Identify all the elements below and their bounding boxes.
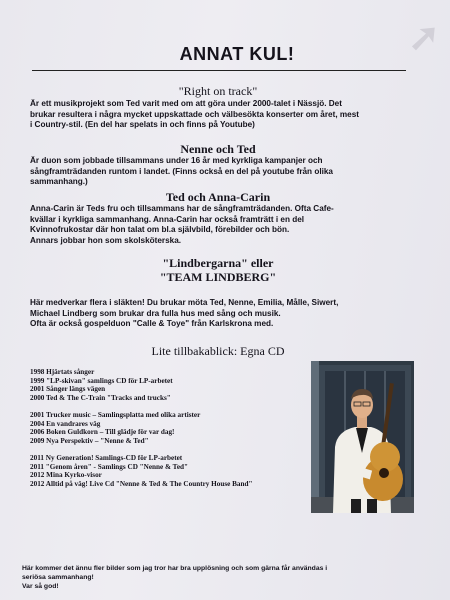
section-body-ted-och-anna-carin xyxy=(30,204,410,246)
photo-man-with-guitar xyxy=(311,361,414,513)
cd-list-item: 2000 Ted & The C-Train "Tracks and trucks" xyxy=(30,393,171,402)
footer-line: Här kommer det ännu fler bilder som jag tror har bra upplösning och som gärna får användas i xyxy=(22,565,328,572)
cd-list-item: 2009 Nya Perspektiv – "Nenne & Ted" xyxy=(30,436,149,445)
title-underline xyxy=(32,70,406,71)
body-line: sångframträdanden runtom i landet. (Finns också en del på youtube från olika xyxy=(30,166,333,176)
cd-list-item: 2001 Trucker music – Samlingsplatta med olika artister xyxy=(30,410,201,419)
section-heading-nenne-och-ted: Nenne och Ted xyxy=(180,142,256,156)
section-body-nenne-och-ted xyxy=(30,156,410,188)
cd-list-item: 1998 Hjärtats sånger xyxy=(30,368,95,376)
footer-line: Var så god! xyxy=(22,583,59,590)
page-title: ANNAT KUL! xyxy=(179,44,295,64)
cd-list-item: 2006 Boken Guldkorn – Till glädje för var dag! xyxy=(30,428,175,437)
section-heading-lindbergarna: "Lindbergarna" eller xyxy=(162,256,274,270)
section-body-lindbergarna xyxy=(30,298,410,330)
cd-section-heading: Lite tillbakablick: Egna CD xyxy=(151,344,285,358)
body-line: Kvinnofrukostar där hon talat om bl.a självbild, förebilder och bön. xyxy=(30,225,290,234)
body-line: i Country-stil. (En del har spelats in och finns på Youtube) xyxy=(30,120,255,129)
body-line: Är ett musikprojekt som Ted varit med om att göra under 2000-talet i Nässjö. Det xyxy=(30,99,342,108)
cd-list-item: 2012 Mina Kyrko-visor xyxy=(30,471,102,480)
section-heading-right-on-track: "Right on track" xyxy=(178,84,258,98)
corner-logo-mark: ➚ xyxy=(408,17,440,59)
cd-list-item: 2011 "Genom åren" - Samlings CD "Nenne & Ted" xyxy=(30,462,188,471)
section-heading-ted-och-anna-carin: Ted och Anna-Carin xyxy=(165,190,271,204)
cd-list-spacer xyxy=(30,402,310,411)
footer-note xyxy=(22,564,402,591)
cd-list-item: 1999 "LP-skivan" samlings CD för LP-arbetet xyxy=(30,376,173,385)
body-line: kvällar i kyrkliga sammanhang. Anna-Carin har också framträtt i en del xyxy=(30,214,305,224)
cd-list-item: 2011 Ny Generation! Samlings-CD för LP-arbetet xyxy=(30,453,183,462)
photo-illustration xyxy=(311,361,414,513)
body-line: Michael Lindberg som brukar dra fulla hus med sång och musik. xyxy=(30,308,281,318)
body-line: Är duon som jobbade tillsammans under 16 år med kyrkliga kampanjer och xyxy=(30,156,323,165)
body-line: Annars jobbar hon som skolsköterska. xyxy=(30,235,182,245)
cd-list-item: 2012 Alltid på väg! Live Cd "Nenne & Ted & The Country House Band" xyxy=(30,479,253,488)
cd-list-item: 2004 En vandrares väg xyxy=(30,419,101,428)
cd-list xyxy=(30,368,310,488)
body-line: Ofta är också gospelduon "Calle & Toye" från Karlskrona med. xyxy=(30,319,274,328)
section-heading-team-lindberg: "TEAM LINDBERG" xyxy=(159,270,277,284)
cd-list-spacer xyxy=(30,445,310,454)
body-line: Här medverkar flera i släkten! Du brukar möta Ted, Nenne, Emilia, Målle, Siwert, xyxy=(30,298,339,307)
body-line: Anna-Carin är Teds fru och tillsammans har de sångframträdanden. Ofta Cafe- xyxy=(30,204,334,213)
body-line: brukar resultera i några mycket uppskattade och välbesökta konserter om året, mest xyxy=(30,109,359,119)
footer-line: seriösa sammanhang! xyxy=(22,574,94,581)
body-line: sammanhang.) xyxy=(30,177,88,186)
section-body-right-on-track xyxy=(30,99,410,131)
cd-list-item: 2001 Sånger längs vägen xyxy=(30,385,106,394)
